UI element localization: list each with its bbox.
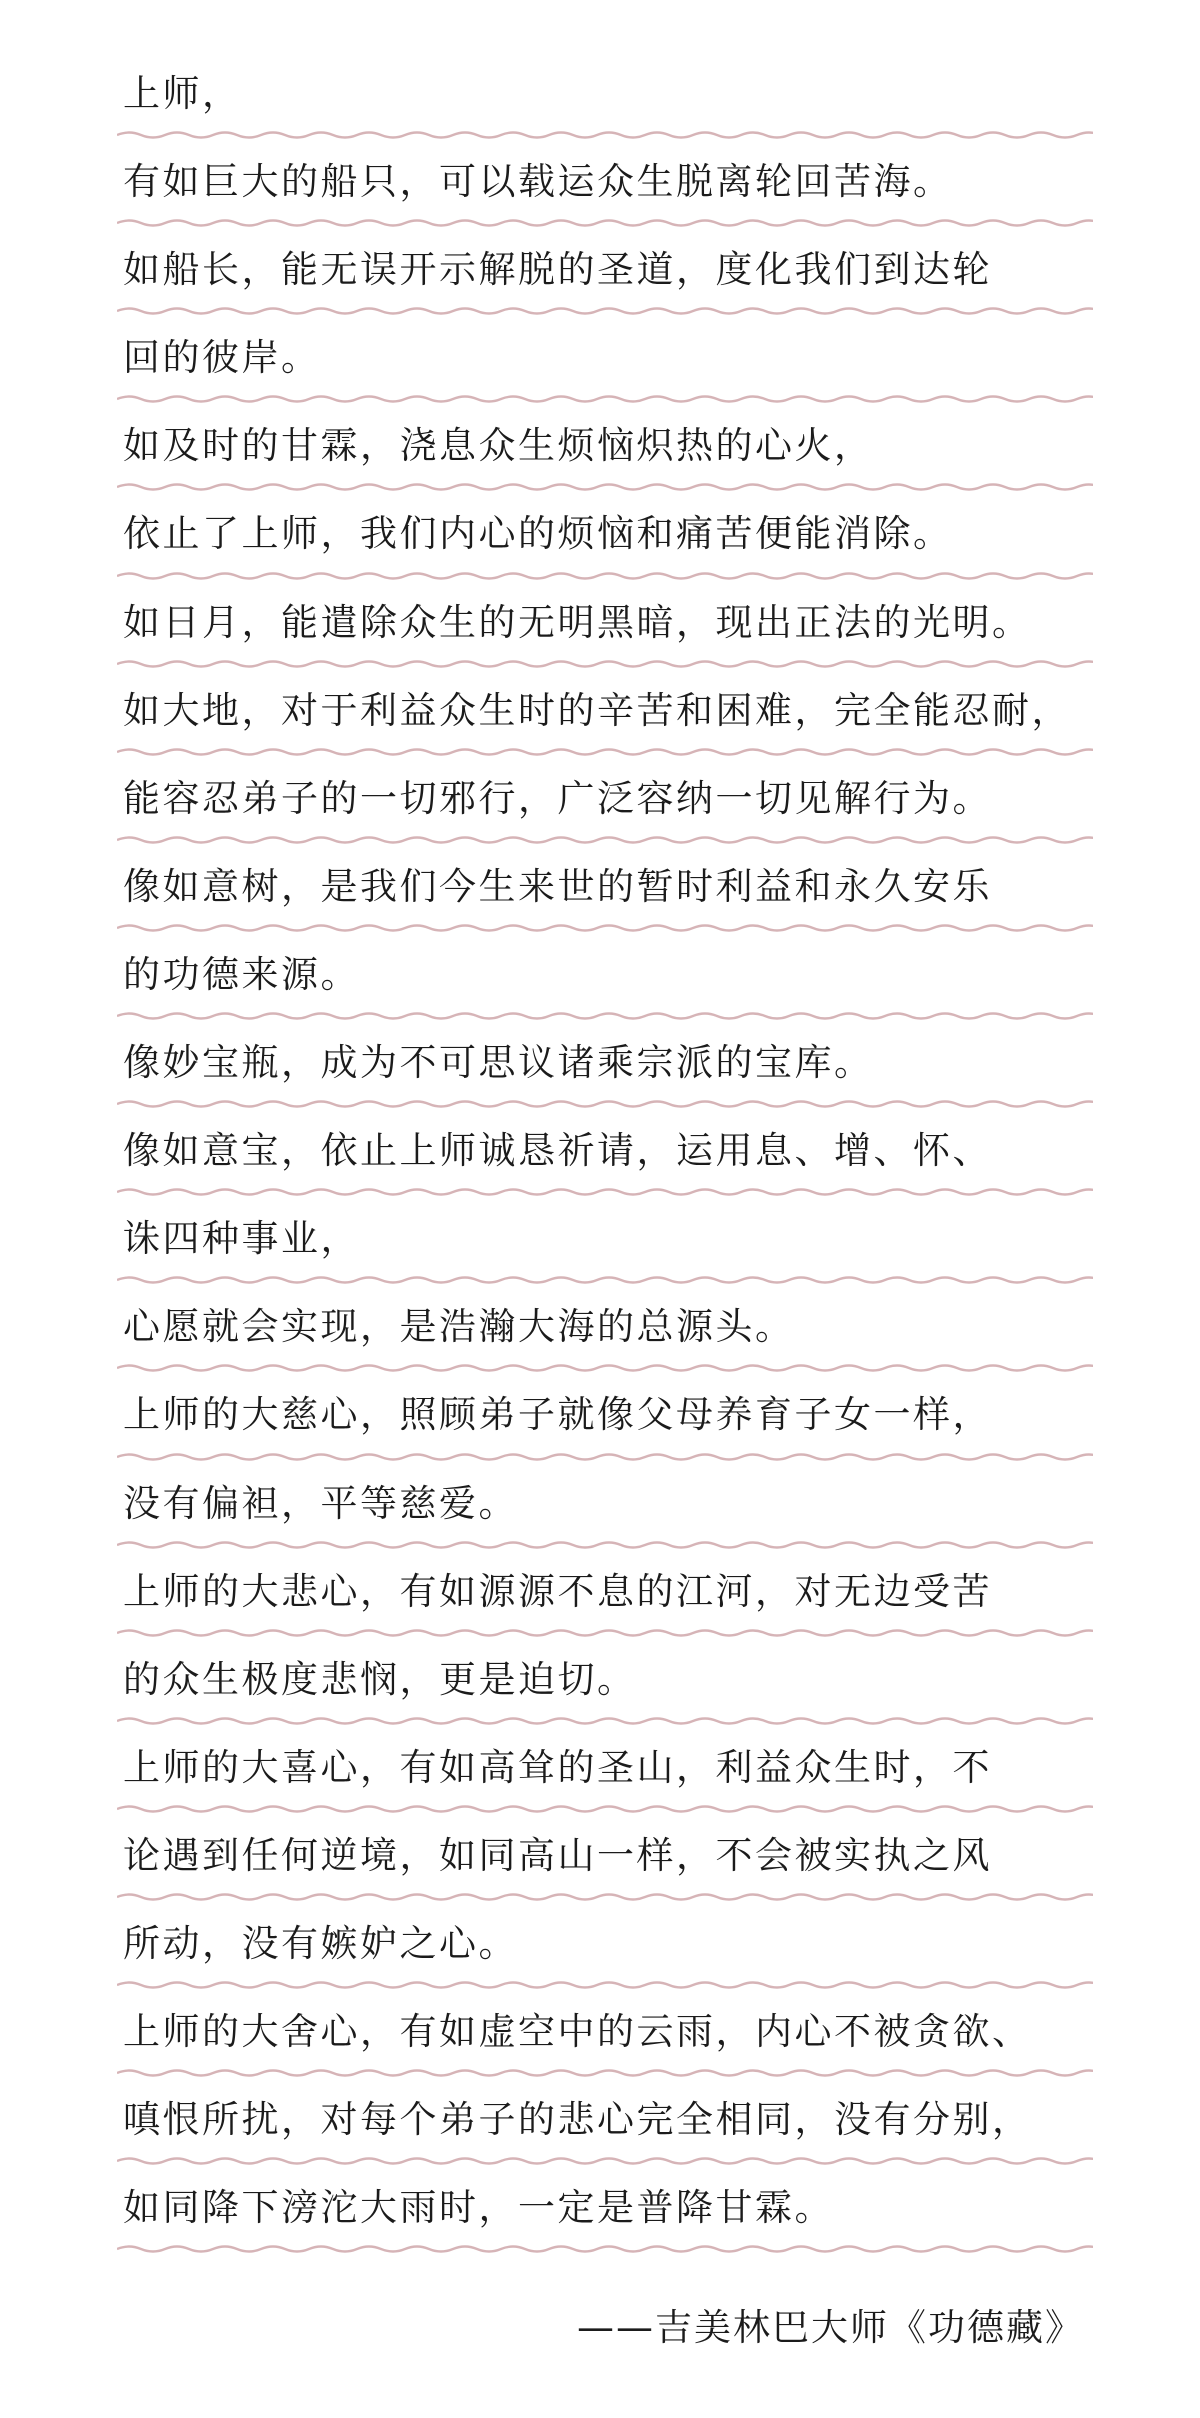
wave-path xyxy=(117,1278,1093,1283)
wave-path xyxy=(117,1630,1093,1635)
text-line xyxy=(117,244,1093,332)
text-line xyxy=(117,1742,1093,1830)
text-line xyxy=(117,949,1093,1037)
line-text: 如大地，对于利益众生时的辛苦和困难，完全能忍耐， xyxy=(123,688,1071,732)
wave-path xyxy=(117,1983,1093,1988)
text-line xyxy=(117,2182,1093,2270)
wave-path xyxy=(117,573,1093,578)
wavy-divider xyxy=(117,1448,1093,1466)
wave-path xyxy=(117,2247,1093,2252)
wavy-divider xyxy=(117,1095,1093,1113)
line-text: 能容忍弟子的一切邪行，广泛容纳一切见解行为。 xyxy=(123,776,992,820)
text-line xyxy=(117,2094,1093,2182)
line-text: 诛四种事业， xyxy=(123,1217,360,1261)
text-line xyxy=(117,1037,1093,1125)
wave-path xyxy=(117,2159,1093,2164)
wavy-divider xyxy=(117,2152,1093,2170)
wavy-divider xyxy=(117,2240,1093,2258)
wavy-divider xyxy=(117,1183,1093,1201)
line-text: 像如意宝，依止上师诚恳祈请，运用息、增、怀、 xyxy=(123,1129,992,1173)
wave-path xyxy=(117,1894,1093,1899)
wavy-divider xyxy=(117,1271,1093,1289)
wave-path xyxy=(117,1366,1093,1371)
wave-path xyxy=(117,1190,1093,1195)
wavy-divider xyxy=(117,390,1093,408)
wavy-divider xyxy=(117,1888,1093,1906)
wave-path xyxy=(117,1718,1093,1723)
line-text: 上师的大喜心，有如高耸的圣山，利益众生时，不 xyxy=(123,1745,992,1789)
wave-path xyxy=(117,1102,1093,1107)
wave-path xyxy=(117,485,1093,490)
line-text: 论遇到任何逆境，如同高山一样，不会被实执之风 xyxy=(123,1833,992,1877)
text-line xyxy=(117,1389,1093,1477)
text-line xyxy=(117,1566,1093,1654)
wavy-divider xyxy=(117,1712,1093,1730)
line-text: 上师的大舍心，有如虚空中的云雨，内心不被贪欲、 xyxy=(123,2010,1032,2054)
line-text: 上师， xyxy=(123,72,242,115)
line-text: 的众生极度悲悯，更是迫切。 xyxy=(123,1657,637,1701)
wavy-divider xyxy=(117,567,1093,585)
line-text: 心愿就会实现，是浩瀚大海的总源头。 xyxy=(123,1305,795,1349)
wavy-divider xyxy=(117,302,1093,320)
wave-path xyxy=(117,749,1093,754)
wave-path xyxy=(117,309,1093,314)
text-line xyxy=(117,156,1093,244)
line-text: 如日月，能遣除众生的无明黑暗，现出正法的光明。 xyxy=(123,600,1032,644)
wave-path xyxy=(117,837,1093,842)
wave-path xyxy=(117,1454,1093,1459)
wavy-divider xyxy=(117,478,1093,496)
text-line xyxy=(117,332,1093,420)
text-line xyxy=(117,1654,1093,1742)
line-text: 如同降下滂沱大雨时，一定是普降甘霖。 xyxy=(123,2186,834,2230)
quote-passage xyxy=(117,68,1093,2270)
wave-path xyxy=(117,661,1093,666)
text-line xyxy=(117,68,1093,156)
text-line xyxy=(117,773,1093,861)
line-text: 的功德来源。 xyxy=(123,952,360,996)
line-text: 嗔恨所扰，对每个弟子的悲心完全相同，没有分别， xyxy=(123,2098,1032,2142)
wavy-divider xyxy=(117,1624,1093,1642)
wavy-divider xyxy=(117,1976,1093,1994)
line-text: 如船长，能无误开示解脱的圣道，度化我们到达轮 xyxy=(123,248,992,292)
wave-path xyxy=(117,1014,1093,1019)
wavy-divider xyxy=(117,1007,1093,1025)
wavy-divider xyxy=(117,743,1093,761)
wavy-divider xyxy=(117,2064,1093,2082)
wavy-divider xyxy=(117,919,1093,937)
text-line xyxy=(117,1213,1093,1301)
wave-path xyxy=(117,1542,1093,1547)
wavy-divider xyxy=(117,214,1093,232)
line-text: 上师的大慈心，照顾弟子就像父母养育子女一样， xyxy=(123,1393,992,1437)
line-text: 没有偏袒，平等慈爱。 xyxy=(123,1481,518,1525)
wave-path xyxy=(117,397,1093,402)
line-text: 回的彼岸。 xyxy=(123,336,321,380)
text-line xyxy=(117,1918,1093,2006)
text-line xyxy=(117,1830,1093,1918)
line-text: 有如巨大的船只，可以载运众生脱离轮回苦海。 xyxy=(123,160,953,204)
text-line xyxy=(117,1125,1093,1213)
line-text: 依止了上师，我们内心的烦恼和痛苦便能消除。 xyxy=(123,512,953,556)
text-line xyxy=(117,508,1093,596)
attribution: ——吉美林巴大师《功德藏》 xyxy=(577,2306,1084,2349)
wave-path xyxy=(117,2071,1093,2076)
line-text: 像妙宝瓶，成为不可思议诸乘宗派的宝库。 xyxy=(123,1041,874,1085)
text-line xyxy=(117,2006,1093,2094)
text-line xyxy=(117,1478,1093,1566)
wavy-divider xyxy=(117,1800,1093,1818)
text-line xyxy=(117,597,1093,685)
wave-path xyxy=(117,133,1093,138)
text-line xyxy=(117,420,1093,508)
wavy-divider xyxy=(117,655,1093,673)
wavy-divider xyxy=(117,1359,1093,1377)
wavy-divider xyxy=(117,1536,1093,1554)
wave-path xyxy=(117,221,1093,226)
text-line xyxy=(117,1301,1093,1389)
wavy-divider xyxy=(117,126,1093,144)
wavy-divider xyxy=(117,831,1093,849)
text-line xyxy=(117,861,1093,949)
wave-path xyxy=(117,925,1093,930)
line-text: 所动，没有嫉妒之心。 xyxy=(123,1921,518,1965)
line-text: 像如意树，是我们今生来世的暂时利益和永久安乐 xyxy=(123,864,992,908)
line-text: 上师的大悲心，有如源源不息的江河，对无边受苦 xyxy=(123,1569,992,1613)
line-text: 如及时的甘霖，浇息众生烦恼炽热的心火， xyxy=(123,424,874,468)
wave-path xyxy=(117,1806,1093,1811)
text-line xyxy=(117,685,1093,773)
